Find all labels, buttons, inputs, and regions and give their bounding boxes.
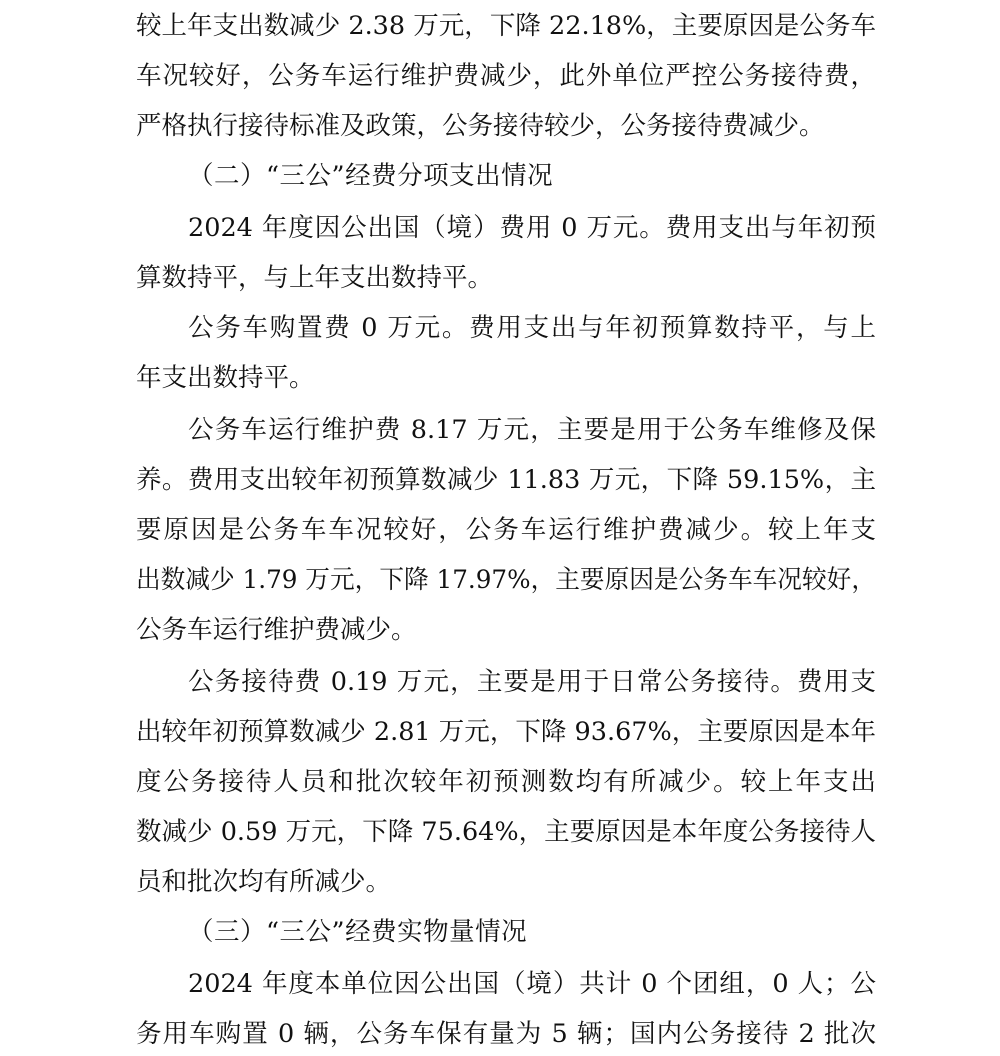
text-line-content: 年支出数持平。 — [136, 363, 315, 393]
text-line — [0, 662, 1000, 702]
text-line — [0, 106, 1000, 146]
text-line-content: 车况较好，公务车运行维护费减少，此外单位严控公务接待费， — [136, 61, 876, 91]
text-line-content: 数减少 0.59 万元，下降 75.64%，主要原因是本年度公务接待人 — [136, 817, 876, 847]
section-heading — [0, 912, 1000, 952]
text-line-content: 务用车购置 0 辆，公务车保有量为 5 辆；国内公务接待 2 批次 — [136, 1019, 876, 1049]
text-line — [0, 56, 1000, 96]
text-line — [0, 610, 1000, 650]
section-heading-text: （三）“三公”经费实物量情况 — [188, 917, 528, 947]
text-line — [0, 812, 1000, 852]
text-line-content: 出较年初预算数减少 2.81 万元，下降 93.67%，主要原因是本年 — [136, 717, 876, 747]
text-line-content: 公务车运行维护费减少。 — [136, 615, 417, 645]
text-line-content: 较上年支出数减少 2.38 万元，下降 22.18%，主要原因是公务车 — [136, 11, 876, 41]
text-line — [0, 510, 1000, 550]
text-line — [0, 712, 1000, 752]
text-line — [0, 308, 1000, 348]
text-line — [0, 6, 1000, 46]
text-line-content: 要原因是公务车车况较好，公务车运行维护费减少。较上年支 — [136, 515, 876, 545]
text-line-content: 严格执行接待标准及政策，公务接待较少，公务接待费减少。 — [136, 111, 825, 141]
text-line — [0, 410, 1000, 450]
text-line — [0, 1014, 1000, 1054]
text-line-content: 出数减少 1.79 万元，下降 17.97%，主要原因是公务车车况较好， — [136, 565, 876, 595]
text-line-content: 养。费用支出较年初预算数减少 11.83 万元，下降 59.15%，主 — [136, 465, 876, 495]
text-line — [0, 358, 1000, 398]
text-line — [0, 862, 1000, 902]
text-line-content: 算数持平，与上年支出数持平。 — [136, 263, 494, 293]
section-heading-text: （二）“三公”经费分项支出情况 — [188, 161, 554, 191]
text-line-content: 员和批次均有所减少。 — [136, 867, 392, 897]
text-line — [0, 762, 1000, 802]
text-line-content: 度公务接待人员和批次较年初预测数均有所减少。较上年支出 — [136, 767, 876, 797]
text-line — [0, 964, 1000, 1004]
section-heading — [0, 156, 1000, 196]
text-line-content: 2024 年度本单位因公出国（境）共计 0 个团组，0 人；公 — [188, 969, 876, 999]
text-line-content: 公务车购置费 0 万元。费用支出与年初预算数持平，与上 — [188, 313, 876, 343]
text-line-content: 公务车运行维护费 8.17 万元，主要是用于公务车维修及保 — [188, 415, 876, 445]
text-line-content: 2024 年度因公出国（境）费用 0 万元。费用支出与年初预 — [188, 213, 876, 243]
text-line — [0, 258, 1000, 298]
text-line — [0, 208, 1000, 248]
text-line — [0, 560, 1000, 600]
text-line-content: 公务接待费 0.19 万元，主要是用于日常公务接待。费用支 — [188, 667, 876, 697]
text-line — [0, 460, 1000, 500]
